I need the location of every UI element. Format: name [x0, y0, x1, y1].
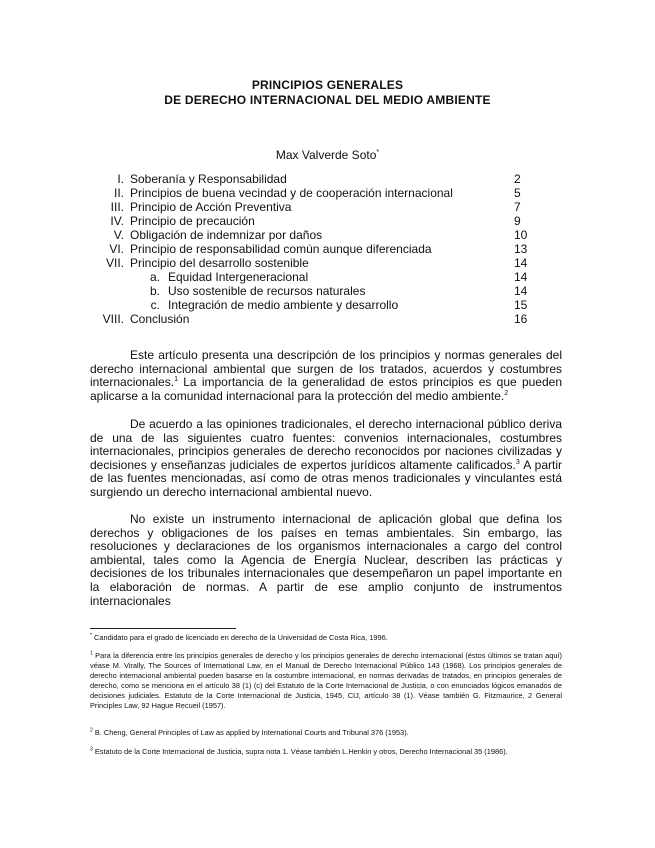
paragraph-text: No existe un instrumento internacional de aplicación global que defina los derechos y obligaciones de los países en temas ambientales. Sin embargo, las resoluciones y declaraciones de los organismos internacionales a cargo del control ambiental, tales como la Agencia de Energía Nuclear, describen las prácticas y decisiones de los tribunales internacionales que desempeñaron un papel importante en la elaboración de normas. A partir de ese amplio conjunto de instrumentos internacionales — [90, 512, 562, 608]
toc-page: 14 — [514, 284, 528, 298]
footnote-3 — [90, 747, 562, 757]
toc-number: VIII. — [102, 312, 124, 326]
toc-label: Principios de buena vecindad y de cooperación internacional — [130, 186, 453, 200]
body-paragraph-3 — [90, 513, 562, 608]
toc-label: Obligación de indemnizar por daños — [130, 228, 323, 242]
body-paragraph-1 — [90, 349, 562, 403]
footnote-2 — [90, 728, 562, 738]
toc-page: 10 — [514, 228, 528, 242]
toc-label: Integración de medio ambiente y desarrollo — [168, 298, 399, 312]
footnote-text: Candidato para el grado de licenciado en derecho de la Universidad de Costa Rica, 1996. — [91, 633, 388, 642]
toc-page: 5 — [514, 186, 521, 200]
author-footnote-mark: * — [376, 149, 380, 156]
toc-label: Principio de responsabilidad común aunque diferenciada — [130, 242, 432, 256]
toc-page: 7 — [514, 200, 521, 214]
body-paragraph-2 — [90, 418, 562, 500]
toc-number: IV. — [110, 214, 124, 228]
footnote-mark: 2 — [90, 727, 93, 734]
footnote-1 — [90, 651, 562, 711]
footnote-mark: * — [90, 632, 92, 639]
paragraph-text: De acuerdo a las opiniones tradicionales, el derecho internacional público deriva de una de las siguientes cuatro fuentes: convenios internacionales, costumbres internacionales, principios generales de derecho reconocidos por naciones civilizadas y decisiones y enseñanzas judiciales de expertos jurídicos altamente calificados. — [90, 417, 562, 472]
toc-number: III. — [110, 200, 124, 214]
author-line — [0, 148, 655, 162]
toc-number: I. — [117, 172, 124, 186]
footnote-text: Estatuto de la Corte Internacional de Justicia, supra nota 1. Véase también L.Henkin y otros, Derecho Internacional 35 (1986). — [92, 747, 508, 756]
toc-number: c. — [150, 298, 160, 312]
footnote-ref: 3 — [515, 458, 520, 466]
toc-number: VI. — [109, 242, 124, 256]
toc-page: 13 — [514, 242, 528, 256]
toc-page: 14 — [514, 270, 528, 284]
footnote-mark: 1 — [90, 650, 93, 657]
footnote-ref: 2 — [504, 389, 509, 397]
toc-label: Uso sostenible de recursos naturales — [168, 284, 366, 298]
document-title-line2: DE DERECHO INTERNACIONAL DEL MEDIO AMBIENTE — [164, 93, 491, 107]
toc-label: Principio del desarrollo sostenible — [130, 256, 309, 270]
toc-page: 9 — [514, 214, 521, 228]
paragraph-text: A partir de las fuentes mencionadas, así como de otras menos tradicionales y vinculantes está surgiendo un derecho internacional ambiental nuevo. — [90, 457, 563, 499]
footnote-separator — [90, 628, 236, 629]
toc-page: 2 — [514, 172, 521, 186]
footnote-ref: 1 — [174, 376, 178, 384]
toc-number: b. — [149, 284, 160, 298]
toc-page: 15 — [514, 298, 528, 312]
toc-number: V. — [113, 228, 124, 242]
footnote-author — [90, 633, 562, 643]
document-title-line1: PRINCIPIOS GENERALES — [251, 78, 404, 92]
footnote-mark: 3 — [90, 746, 93, 753]
paragraph-text: Este artículo presenta una descripción de los principios y normas generales del derecho internacional ambiental que surgen de los tratados, acuerdos y costumbres internacionales. — [90, 348, 562, 390]
footnote-text: Para la diferencia entre los principios generales de derecho y los principios generales de derecho internacional (éstos últimos se tratan aquí) véase M. Virally, The Sources of International Law, en el Manual de Derecho Internacional Público 143 (1968). Los principios generales de derecho internacional ambiental pueden basarse en la costumbre internacional, en normas derivadas de tratados, en principios generales de derecho, como se menciona en el artículo 38 (1) (c) del Estatuto de la Corte Internacional de Justicia, o con enunciados lógicos emanados de decisiones judiciales. Estatuto de la Corte Internacional de Justicia, 1945, CIJ, artículo 38 (1). Véase también G. Fitzmaurice, 2 General Principles Law, 92 Hague Recueil (1957). — [90, 651, 562, 710]
toc-number: VII. — [105, 256, 124, 270]
toc-page: 16 — [514, 312, 528, 326]
toc-label: Conclusión — [130, 312, 190, 326]
toc-label: Equidad Intergeneracional — [168, 270, 309, 284]
toc-number: a. — [149, 270, 160, 284]
footnote-text: B. Cheng, General Principles of Law as applied by International Courts and Tribunal 376 (1953). — [92, 728, 409, 737]
toc-label: Soberanía y Responsabilidad — [130, 172, 287, 186]
toc-number: II. — [113, 186, 124, 200]
toc-page: 14 — [514, 256, 528, 270]
toc-label: Principio de Acción Preventiva — [130, 200, 292, 214]
toc-label: Principio de precaución — [130, 214, 255, 228]
paragraph-text: La importancia de la generalidad de estos principios es que pueden aplicarse a la comunidad internacional para la protección del medio ambiente. — [90, 375, 562, 403]
author-name: Max Valverde Soto — [275, 148, 377, 162]
